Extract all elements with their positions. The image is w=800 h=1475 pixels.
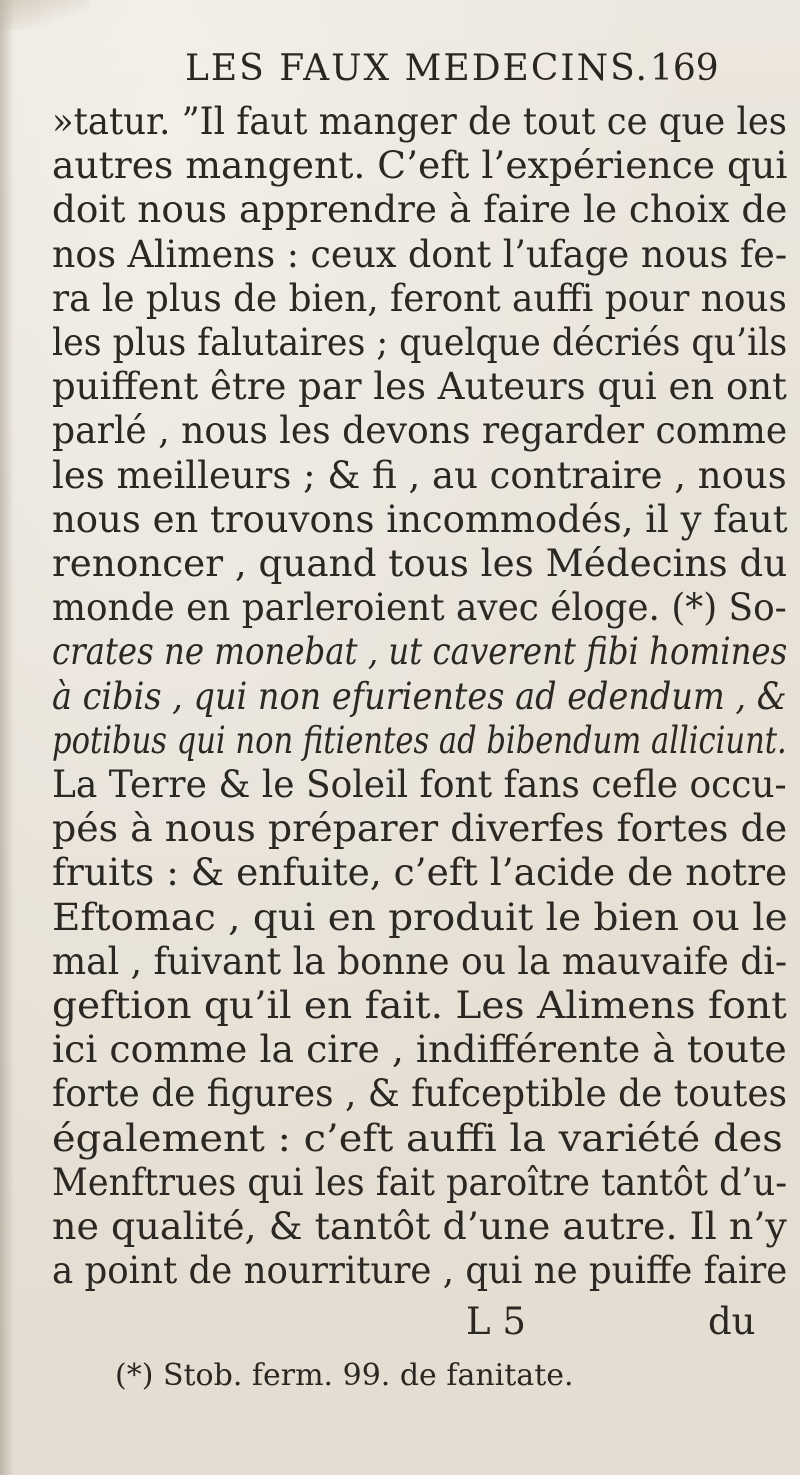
catchword: du [708, 1300, 756, 1343]
text-line: renoncer , quand tous les Médecins du [52, 542, 788, 585]
running-title: LES FAUX MEDECINS. [185, 48, 649, 89]
text-line: fruits : & enfuite, c’eft l’acide de notre [52, 851, 788, 895]
page-header [0, 48, 800, 98]
text-line: puiffent être par les Auteurs qui en ont [52, 365, 787, 409]
text-line: les plus falutaires ; quelque décriés qu’ils [52, 321, 788, 364]
text-line: mal , fuivant la bonne ou la mauvaife di- [52, 939, 788, 983]
text-line: parlé , nous les devons regarder comme [52, 409, 788, 453]
text-line: ra le plus de bien, feront auffi pour nous [52, 276, 787, 320]
text-line: autres mangent. C’eft l’expérience qui [52, 144, 788, 188]
text-line: les meilleurs ; & fi , au contraire , nous [52, 453, 787, 497]
page-number: 169 [650, 48, 719, 89]
text-line: pés à nous préparer diverfes fortes de [52, 807, 788, 851]
text-line: a point de nourriture , qui ne puiffe faire [52, 1249, 788, 1293]
text-line: nos Alimens : ceux dont l’ufage nous fe- [52, 232, 788, 276]
text-line: forte de figures , & fufceptible de toutes [52, 1072, 788, 1116]
page-edge-shadow [0, 0, 14, 1475]
text-line: geftion qu’il en fait. Les Alimens font [52, 984, 787, 1027]
text-line: monde en parleroient avec éloge. (*) So- [52, 586, 787, 630]
page-corner-wear [0, 0, 90, 30]
text-line: ne qualité, & tantôt d’une autre. Il n’y [52, 1205, 787, 1248]
text-line: La Terre & le Soleil font fans cefle occu- [52, 763, 787, 806]
text-line: Menftrues qui les fait paroître tantôt d’u- [52, 1160, 788, 1204]
text-line: Eftomac , qui en produit le bien ou le [52, 895, 788, 939]
signature-mark: L 5 [466, 1300, 526, 1343]
text-line: à cibis , qui non efurientes ad edendum , & [52, 674, 787, 718]
text-line: ici comme la cire , indifférente à toute [52, 1028, 787, 1072]
footnote: (*) Stob. ferm. 99. de fanitate. [115, 1358, 574, 1393]
text-line: potibus qui non fitientes ad bibendum alliciunt. [52, 718, 787, 762]
text-line: »tatur. ”Il faut manger de tout ce que les [52, 100, 787, 143]
page-footer [0, 1300, 800, 1350]
text-line: crates ne monebat , ut caverent fibi homines [52, 630, 788, 674]
text-line: nous en trouvons incommodés, il y faut [52, 497, 788, 541]
text-line: également : c’eft auffi la variété des [52, 1116, 783, 1160]
text-line: doit nous apprendre à faire le choix de [52, 188, 788, 232]
